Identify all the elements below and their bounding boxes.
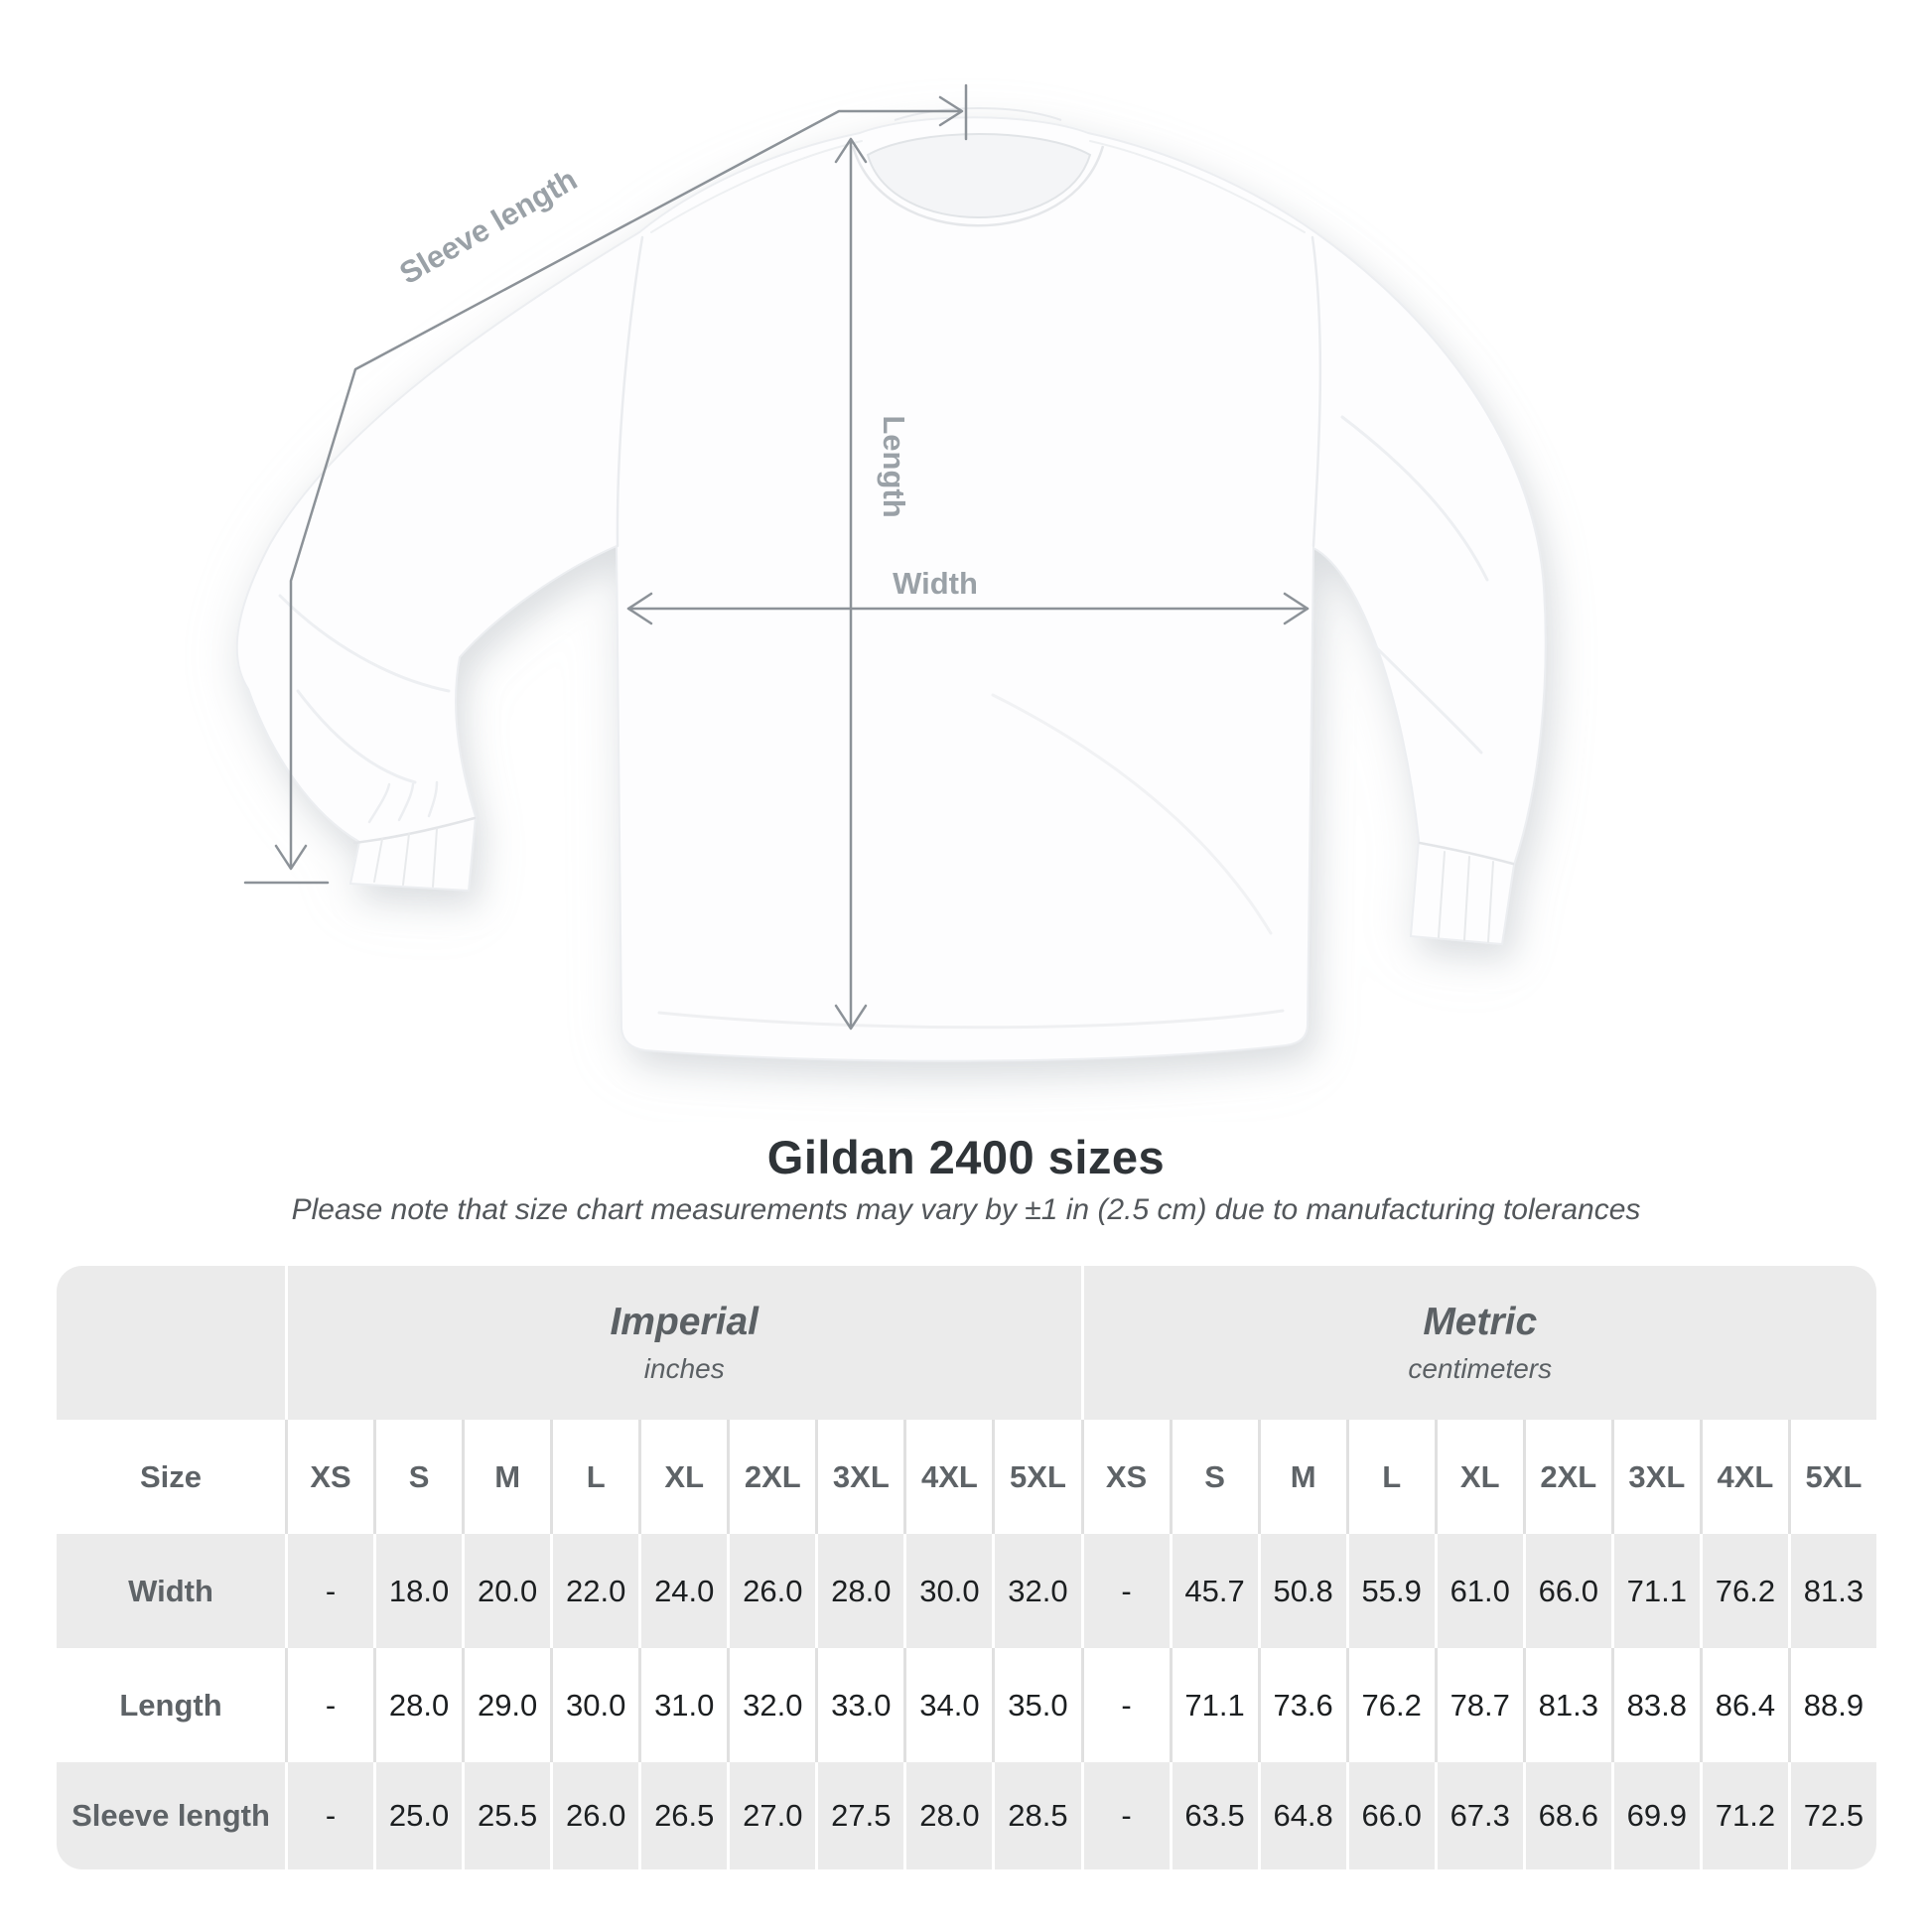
imperial-group-header [288, 1266, 1081, 1420]
measurement-value-cell: 22.0 [553, 1534, 638, 1648]
measurement-value-cell: 28.0 [906, 1762, 992, 1869]
measurement-value-cell: - [288, 1762, 373, 1869]
group-title: Metric [1423, 1301, 1538, 1343]
measurement-value-cell: 50.8 [1261, 1534, 1346, 1648]
measurement-value-cell: - [1084, 1648, 1170, 1762]
size-column-header: 5XL [1791, 1420, 1876, 1534]
measurement-value-cell: 32.0 [995, 1534, 1080, 1648]
group-unit: inches [643, 1353, 725, 1384]
measurement-value-cell: 55.9 [1349, 1534, 1435, 1648]
measurement-value-cell: 26.0 [553, 1762, 638, 1869]
size-column-header: 3XL [1614, 1420, 1700, 1534]
sleeve-length-label: Sleeve length [393, 161, 584, 292]
size-table-card [57, 1266, 1876, 1869]
size-column-header: L [553, 1420, 638, 1534]
size-column-header: 3XL [818, 1420, 903, 1534]
size-column-header: S [376, 1420, 462, 1534]
measurement-value-cell: 61.0 [1438, 1534, 1523, 1648]
measurement-row [57, 1648, 1876, 1762]
size-column-header: S [1173, 1420, 1258, 1534]
measurement-value-cell: 35.0 [995, 1648, 1080, 1762]
measurement-value-cell: 76.2 [1349, 1648, 1435, 1762]
measurement-value-cell: 28.0 [376, 1648, 462, 1762]
page-subtitle: Please note that size chart measurements may vary by ±1 in (2.5 cm) due to manufacturing tolerances [291, 1193, 1641, 1226]
group-header-spacer [57, 1266, 285, 1420]
measurement-value-cell: 86.4 [1703, 1648, 1788, 1762]
row-label: Length [57, 1648, 285, 1762]
size-column-header: 5XL [995, 1420, 1080, 1534]
measurement-value-cell: 34.0 [906, 1648, 992, 1762]
measurement-row [57, 1762, 1876, 1869]
measurement-value-cell: 73.6 [1261, 1648, 1346, 1762]
measurement-value-cell: 83.8 [1614, 1648, 1700, 1762]
measurement-value-cell: 68.6 [1526, 1762, 1611, 1869]
measurement-value-cell: 30.0 [553, 1648, 638, 1762]
measurement-value-cell: 71.1 [1614, 1534, 1700, 1648]
measurement-value-cell: 25.5 [465, 1762, 550, 1869]
group-title: Imperial [610, 1301, 759, 1343]
measurement-value-cell: 81.3 [1791, 1534, 1876, 1648]
row-label: Sleeve length [57, 1762, 285, 1869]
size-column-header: 2XL [1526, 1420, 1611, 1534]
measurement-value-cell: 72.5 [1791, 1762, 1876, 1869]
size-column-header: XL [641, 1420, 727, 1534]
size-column-header: M [465, 1420, 550, 1534]
page-title: Gildan 2400 sizes [766, 1131, 1166, 1183]
measurement-value-cell: 24.0 [641, 1534, 727, 1648]
metric-group-header [1084, 1266, 1877, 1420]
measurement-value-cell: 30.0 [906, 1534, 992, 1648]
size-column-header: L [1349, 1420, 1435, 1534]
measurement-value-cell: 66.0 [1526, 1534, 1611, 1648]
measurement-value-cell: - [1084, 1762, 1170, 1869]
size-header-label: Size [57, 1420, 285, 1534]
measurement-value-cell: - [288, 1534, 373, 1648]
measurement-value-cell: 25.0 [376, 1762, 462, 1869]
measurement-value-cell: 69.9 [1614, 1762, 1700, 1869]
measurement-value-cell: 32.0 [730, 1648, 815, 1762]
size-column-header: XL [1438, 1420, 1523, 1534]
measurement-value-cell: 27.0 [730, 1762, 815, 1869]
measurement-value-cell: 28.0 [818, 1534, 903, 1648]
measurement-value-cell: 18.0 [376, 1534, 462, 1648]
measurement-value-cell: - [288, 1648, 373, 1762]
row-label: Width [57, 1534, 285, 1648]
size-column-header: 2XL [730, 1420, 815, 1534]
measurement-value-cell: 26.5 [641, 1762, 727, 1869]
group-unit: centimeters [1408, 1353, 1553, 1384]
measurement-value-cell: 45.7 [1173, 1534, 1258, 1648]
measurement-value-cell: 63.5 [1173, 1762, 1258, 1869]
group-header-row [57, 1266, 1876, 1420]
size-column-header: 4XL [1703, 1420, 1788, 1534]
measurement-value-cell: 28.5 [995, 1762, 1080, 1869]
measurement-value-cell: 88.9 [1791, 1648, 1876, 1762]
measurement-value-cell: 64.8 [1261, 1762, 1346, 1869]
length-label: Length [877, 415, 911, 518]
measurement-value-cell: 71.1 [1173, 1648, 1258, 1762]
measurement-value-cell: 26.0 [730, 1534, 815, 1648]
measurement-value-cell: 31.0 [641, 1648, 727, 1762]
measurement-value-cell: 33.0 [818, 1648, 903, 1762]
measurement-value-cell: 81.3 [1526, 1648, 1611, 1762]
size-column-header: XS [1084, 1420, 1170, 1534]
size-header-row [57, 1420, 1876, 1534]
size-column-header: XS [288, 1420, 373, 1534]
measurement-value-cell: 78.7 [1438, 1648, 1523, 1762]
size-column-header: M [1261, 1420, 1346, 1534]
measurement-row [57, 1534, 1876, 1648]
measurement-value-cell: - [1084, 1534, 1170, 1648]
measurement-value-cell: 66.0 [1349, 1762, 1435, 1869]
measurement-value-cell: 71.2 [1703, 1762, 1788, 1869]
measurement-value-cell: 29.0 [465, 1648, 550, 1762]
width-label: Width [893, 566, 978, 601]
measurement-value-cell: 20.0 [465, 1534, 550, 1648]
measurement-value-cell: 27.5 [818, 1762, 903, 1869]
measurement-value-cell: 67.3 [1438, 1762, 1523, 1869]
measurement-value-cell: 76.2 [1703, 1534, 1788, 1648]
size-column-header: 4XL [906, 1420, 992, 1534]
